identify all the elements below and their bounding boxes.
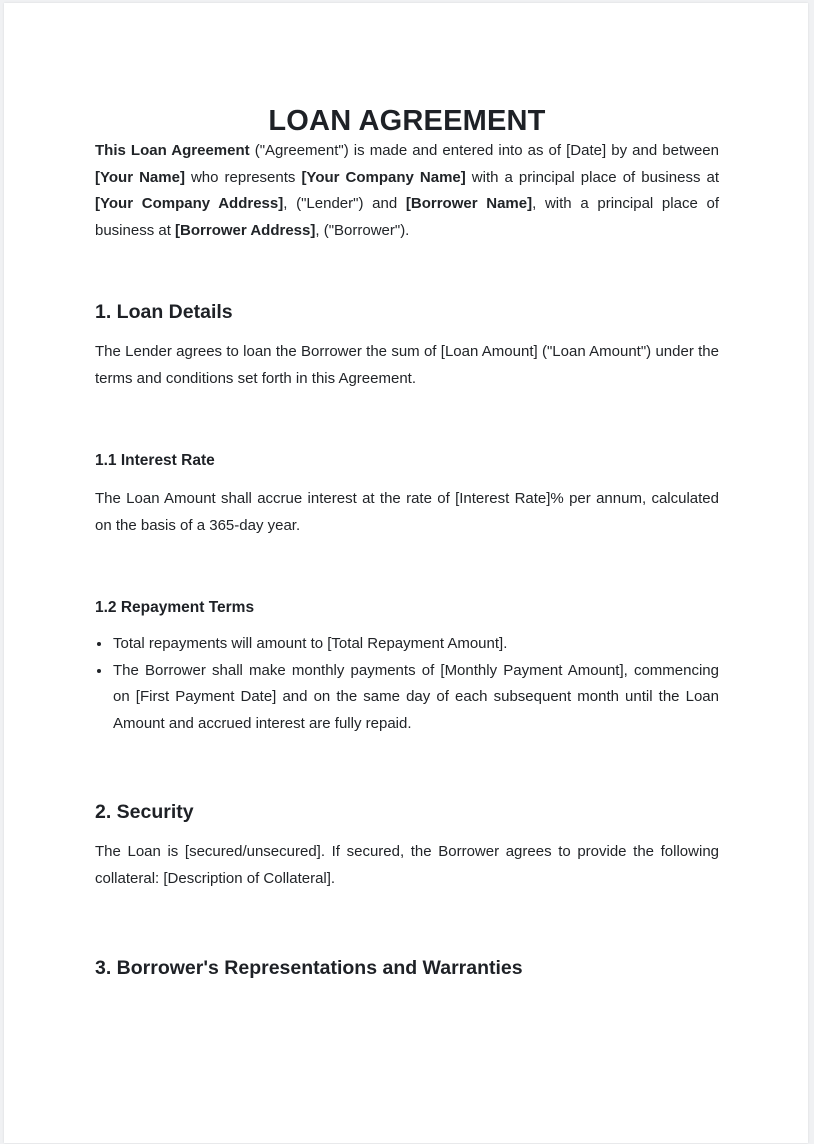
placeholder-bold-text: [Your Company Name]	[301, 168, 466, 186]
section-heading-security: 2. Security	[95, 801, 194, 823]
section-heading-borrower-representations: 3. Borrower's Representations and Warranties	[95, 957, 523, 979]
body-text: with a principal place of business at	[465, 168, 719, 186]
body-text: , with a principal place of business at	[95, 195, 719, 239]
repayment-terms-bullet-list	[95, 631, 719, 737]
body-text: ("Agreement") is made and entered into as of [Date] by and between	[249, 142, 719, 159]
bullet-item: • Total repayments will amount to [Total Repayment Amount].	[112, 631, 719, 658]
intro-paragraph	[95, 138, 719, 244]
subsection-heading-repayment-terms: 1.2 Repayment Terms	[95, 599, 255, 616]
body-text: , ("Lender") and	[283, 195, 406, 212]
security-paragraph: The Loan is [secured/unsecured]. If secured, the Borrower agrees to provide the following collateral: [Description of Collateral].	[95, 843, 719, 887]
section-security	[95, 798, 719, 892]
subsection-interest-rate	[95, 449, 719, 539]
placeholder-bold-text: [Your Name]	[95, 168, 185, 186]
loan-details-paragraph: The Lender agrees to loan the Borrower the sum of [Loan Amount] ("Loan Amount") under the terms and conditions set forth in this Agreement.	[95, 343, 719, 387]
subsection-heading-interest-rate: 1.1 Interest Rate	[95, 452, 215, 469]
section-borrower-representations	[95, 954, 719, 982]
placeholder-bold-text: [Your Company Address]	[95, 195, 284, 212]
document-title: LOAN AGREEMENT	[268, 105, 546, 137]
subsection-repayment-terms	[95, 596, 719, 737]
section-heading-loan-details: 1. Loan Details	[95, 301, 233, 323]
bullet-item: • The Borrower shall make monthly payments of [Monthly Payment Amount], commencing on [First Payment Date] and on the same day of each subsequent month until the Loan Amount and accrued interest are fully repaid.	[112, 658, 719, 738]
document-page	[4, 3, 808, 1143]
document-content	[4, 104, 808, 982]
body-text: , ("Borrower").	[315, 221, 410, 239]
placeholder-bold-text: [Borrower Address]	[175, 221, 316, 239]
body-text: who represents	[184, 168, 302, 186]
interest-rate-paragraph: The Loan Amount shall accrue interest at the rate of [Interest Rate]% per annum, calculated on the basis of a 365-day year.	[95, 490, 719, 534]
placeholder-bold-text: This Loan Agreement	[95, 142, 250, 159]
section-loan-details	[95, 298, 719, 392]
placeholder-bold-text: [Borrower Name]	[405, 195, 533, 212]
